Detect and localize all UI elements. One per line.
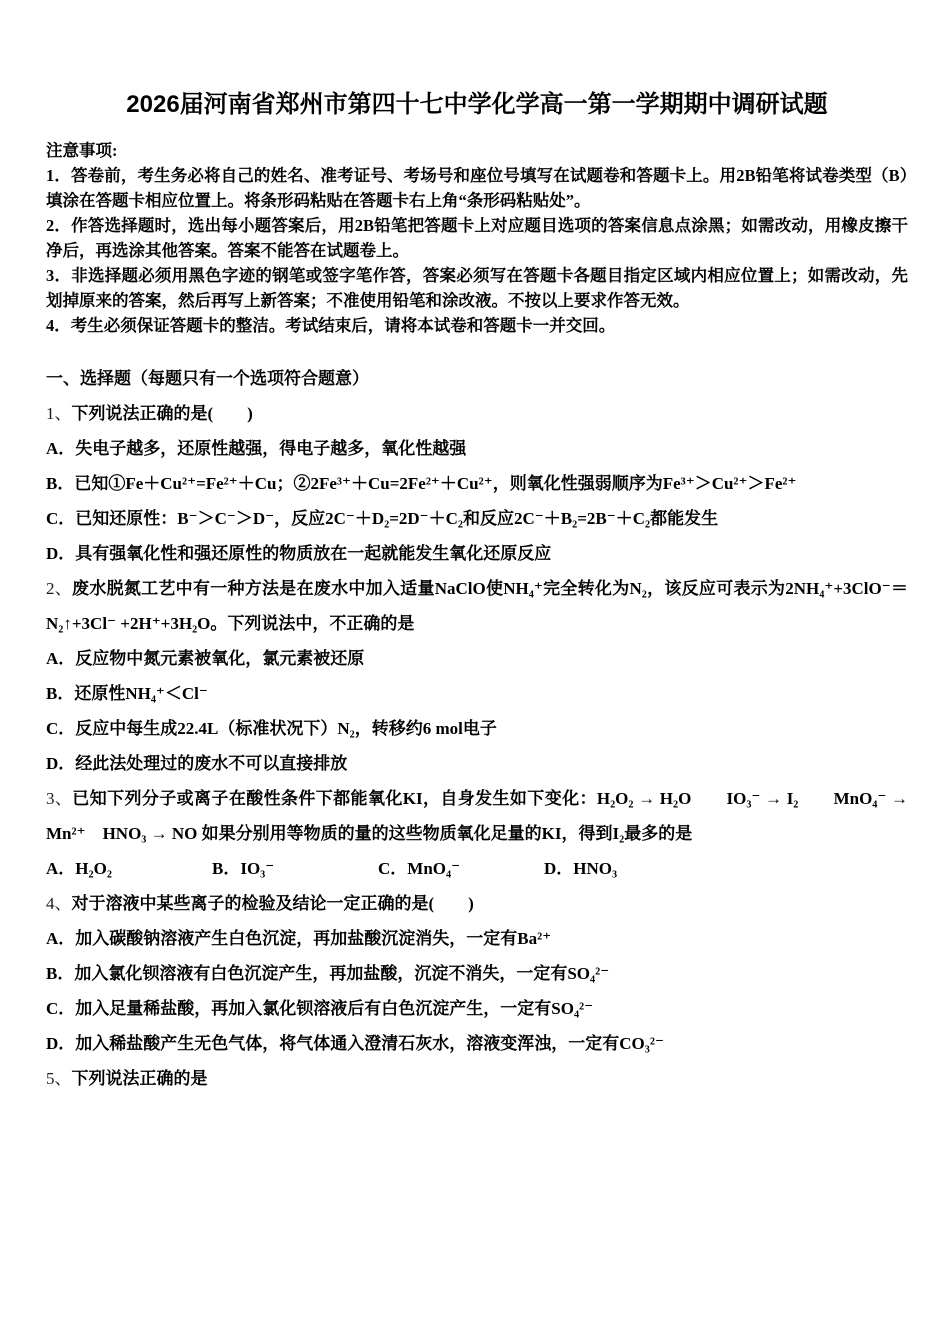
question-4-option-a: A．加入碳酸钠溶液产生白色沉淀，再加盐酸沉淀消失，一定有Ba²⁺ xyxy=(46,929,552,948)
section-heading: 一、选择题（每题只有一个选项符合题意） xyxy=(46,369,369,388)
question-1 xyxy=(46,396,908,571)
question-2 xyxy=(46,571,908,781)
question-2-option-a: A．反应物中氮元素被氧化，氯元素被还原 xyxy=(46,649,365,668)
question-1-option-b: B．已知①Fe＋Cu²⁺=Fe²⁺＋Cu；②2Fe³⁺＋Cu=2Fe²⁺＋Cu²⁺，则氧化性强弱顺序为Fe³⁺＞Cu²⁺＞Fe²⁺ xyxy=(46,474,797,493)
question-4-option-d: D．加入稀盐酸产生无色气体，将气体通入澄清石灰水，溶液变浑浊，一定有CO₃²⁻ xyxy=(46,1034,664,1053)
question-2-option-c: C．反应中每生成22.4L（标准状况下）N₂，转移约6 mol电子 xyxy=(46,719,497,738)
questions-section xyxy=(46,396,908,1096)
question-3-text: 已知下列分子或离子在酸性条件下都能氧化KI，自身发生如下变化：H₂O₂ → H₂O IO₃⁻ → I₂ MnO₄⁻ → Mn²⁺ HNO₃ → NO 如果分别用等物质的量的这些物质氧化足量的KI，得到I₂最多的是 xyxy=(46,789,909,843)
question-4 xyxy=(46,886,908,1061)
notice-heading: 注意事项: xyxy=(46,141,118,160)
page-title: 2026届河南省郑州市第四十七中学化学高一第一学期期中调研试题 xyxy=(126,91,828,118)
question-4-text: 对于溶液中某些离子的检验及结论一定正确的是( ) xyxy=(71,894,474,913)
question-5 xyxy=(46,1061,908,1096)
question-2-text: 废水脱氮工艺中有一种方法是在废水中加入适量NaClO使NH₄⁺完全转化为N₂，该反应可表示为2NH₄⁺+3ClO⁻＝N₂↑+3Cl⁻ +2H⁺+3H₂O。下列说法中，不正确的是 xyxy=(46,579,908,633)
notice-section xyxy=(46,138,908,338)
question-4-option-c: C．加入足量稀盐酸，再加入氯化钡溶液后有白色沉淀产生，一定有SO₄²⁻ xyxy=(46,999,594,1018)
question-1-number: 1、 xyxy=(46,404,72,423)
question-2-option-b: B．还原性NH₄⁺＜Cl⁻ xyxy=(46,684,208,703)
question-4-number: 4、 xyxy=(46,894,72,913)
question-3-options-row xyxy=(46,851,908,886)
question-1-text: 下列说法正确的是( ) xyxy=(71,404,253,423)
question-4-stem xyxy=(46,886,908,921)
question-5-text: 下列说法正确的是 xyxy=(71,1069,208,1088)
question-2-stem xyxy=(46,571,908,641)
notice-item-3: 3．非选择题必须用黑色字迹的钢笔或签字笔作答，答案必须写在答题卡各题目指定区域内相应位置上；如需改动，先划掉原来的答案，然后再写上新答案；不准使用铅笔和涂改液。不按以上要求作答无效。 xyxy=(46,266,908,310)
notice-item-2: 2．作答选择题时，选出每小题答案后，用2B铅笔把答题卡上对应题目选项的答案信息点涂黑；如需改动，用橡皮擦干净后，再选涂其他答案。答案不能答在试题卷上。 xyxy=(46,216,908,260)
question-3 xyxy=(46,781,908,886)
question-5-stem xyxy=(46,1061,908,1096)
question-1-option-a: A．失电子越多，还原性越强，得电子越多，氧化性越强 xyxy=(46,439,467,458)
question-3-stem xyxy=(46,781,908,851)
question-4-option-b: B．加入氯化钡溶液有白色沉淀产生，再加盐酸，沉淀不消失，一定有SO₄²⁻ xyxy=(46,964,610,983)
notice-item-1: 1．答卷前，考生务必将自己的姓名、准考证号、考场号和座位号填写在试题卷和答题卡上。用2B铅笔将试卷类型（B）填涂在答题卡相应位置上。将条形码粘贴在答题卡右上角“条形码粘贴处”。 xyxy=(46,166,908,210)
notice-item-4: 4．考生必须保证答题卡的整洁。考试结束后，请将本试卷和答题卡一并交回。 xyxy=(46,316,616,335)
question-3-option-b: B．IO₃⁻ xyxy=(212,859,275,878)
question-1-option-d: D．具有强氧化性和强还原性的物质放在一起就能发生氧化还原反应 xyxy=(46,544,552,563)
question-3-number: 3、 xyxy=(46,789,73,808)
question-3-option-d: D．HNO₃ xyxy=(544,859,618,878)
question-5-number: 5、 xyxy=(46,1069,72,1088)
question-1-stem xyxy=(46,396,908,431)
question-3-option-a: A．H₂O₂ xyxy=(46,859,112,878)
question-1-option-c: C．已知还原性：B⁻＞C⁻＞D⁻，反应2C⁻＋D₂=2D⁻＋C₂和反应2C⁻＋B₂=2B⁻＋C₂都能发生 xyxy=(46,509,719,528)
question-2-number: 2、 xyxy=(46,579,73,598)
question-3-option-c: C．MnO₄⁻ xyxy=(378,859,461,878)
question-2-option-d: D．经此法处理过的废水不可以直接排放 xyxy=(46,754,348,773)
